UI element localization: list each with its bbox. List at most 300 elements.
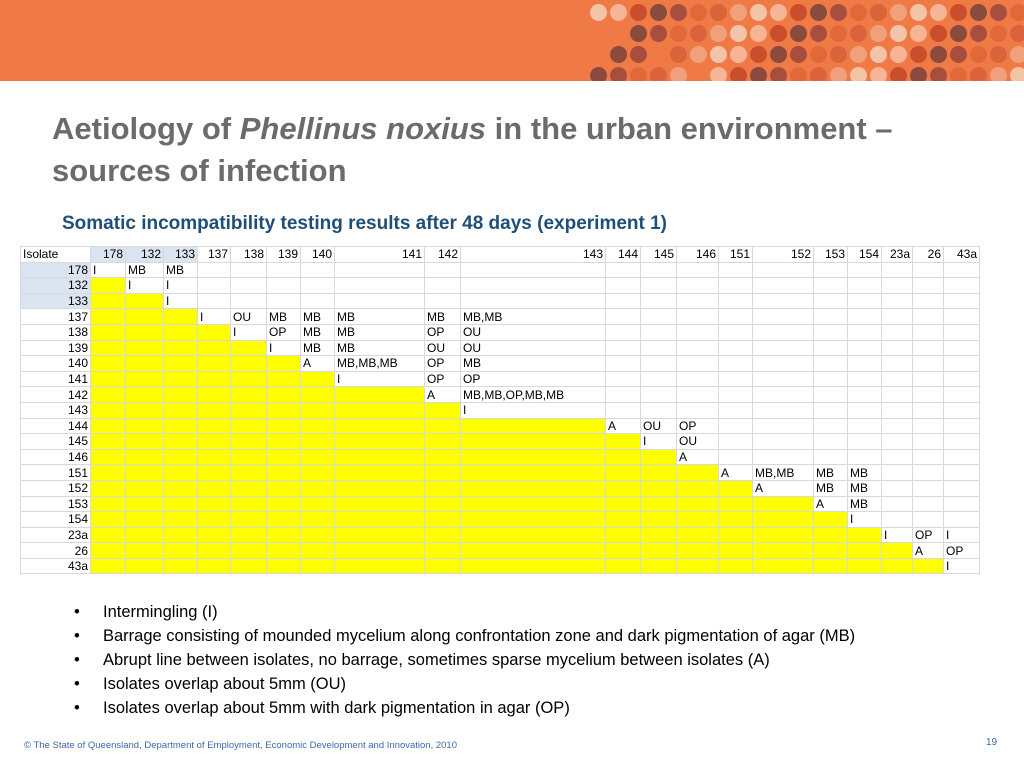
header-banner: [0, 0, 1024, 81]
column-header: 142: [425, 247, 461, 263]
legend-item: • Isolates overlap about 5mm (OU): [70, 672, 970, 696]
table-cell: MB: [267, 309, 301, 325]
table-cell: [126, 418, 164, 434]
table-cell: [267, 371, 301, 387]
table-cell: [753, 356, 814, 372]
table-cell: [126, 496, 164, 512]
table-cell: I: [164, 278, 198, 294]
table-cell: [944, 418, 980, 434]
footer-copyright: © The State of Queensland, Department of Employment, Economic Development and Innovation, 2010: [24, 740, 457, 751]
table-cell: I: [335, 371, 425, 387]
table-cell: [606, 558, 641, 574]
table-cell: [335, 527, 425, 543]
banner-dot: [770, 4, 787, 21]
table-cell: I: [944, 558, 980, 574]
banner-dot: [950, 4, 967, 21]
table-cell: [425, 543, 461, 559]
table-cell: [814, 278, 848, 294]
banner-dot: [890, 25, 907, 42]
banner-dot: [590, 4, 607, 21]
row-header: 23a: [21, 527, 91, 543]
table-cell: MB: [848, 480, 882, 496]
column-header: 146: [677, 247, 719, 263]
table-cell: MB: [814, 465, 848, 481]
table-row: [21, 262, 980, 278]
table-cell: [461, 496, 606, 512]
table-cell: [848, 434, 882, 450]
banner-dot: [670, 46, 687, 63]
table-cell: [719, 293, 753, 309]
legend-item: • Abrupt line between isolates, no barrage, sometimes sparse mycelium between isolates (A): [70, 648, 970, 672]
table-cell: OU: [231, 309, 267, 325]
table-cell: [425, 527, 461, 543]
table-cell: [913, 371, 944, 387]
table-cell: [91, 356, 126, 372]
table-cell: MB,MB,MB: [335, 356, 425, 372]
table-cell: [753, 340, 814, 356]
banner-dot: [890, 67, 907, 81]
table-cell: [677, 496, 719, 512]
table-cell: [913, 356, 944, 372]
table-cell: [126, 512, 164, 528]
table-cell: [301, 434, 335, 450]
table-cell: [164, 496, 198, 512]
table-cell: [677, 262, 719, 278]
table-cell: [606, 387, 641, 403]
table-cell: [882, 371, 913, 387]
banner-dot: [590, 67, 607, 81]
table-cell: [425, 480, 461, 496]
table-cell: [606, 496, 641, 512]
banner-dot: [810, 4, 827, 21]
table-cell: [719, 371, 753, 387]
banner-dot: [710, 67, 727, 81]
table-cell: MB: [301, 340, 335, 356]
table-cell: [301, 449, 335, 465]
table-cell: [126, 324, 164, 340]
table-cell: [164, 324, 198, 340]
table-cell: [677, 512, 719, 528]
table-cell: [231, 496, 267, 512]
table-cell: [198, 293, 231, 309]
table-cell: [91, 278, 126, 294]
row-header: 143: [21, 402, 91, 418]
table-cell: [848, 371, 882, 387]
table-cell: MB,MB: [753, 465, 814, 481]
banner-dot: [630, 67, 647, 81]
table-cell: [231, 402, 267, 418]
table-cell: I: [231, 324, 267, 340]
table-cell: [944, 465, 980, 481]
table-cell: MB: [848, 496, 882, 512]
table-cell: [913, 480, 944, 496]
table-cell: [719, 340, 753, 356]
table-cell: [753, 293, 814, 309]
table-cell: [848, 418, 882, 434]
table-cell: [267, 543, 301, 559]
table-cell: [913, 418, 944, 434]
table-cell: [913, 558, 944, 574]
table-cell: [848, 324, 882, 340]
table-cell: [641, 402, 677, 418]
column-header: 137: [198, 247, 231, 263]
table-cell: [944, 480, 980, 496]
table-cell: [198, 371, 231, 387]
table-cell: [461, 558, 606, 574]
table-row: [21, 340, 980, 356]
table-cell: [641, 512, 677, 528]
table-cell: [944, 496, 980, 512]
table-cell: [164, 527, 198, 543]
banner-dot: [1010, 67, 1024, 81]
table-cell: OU: [641, 418, 677, 434]
table-cell: [944, 512, 980, 528]
table-cell: [913, 465, 944, 481]
table-cell: OP: [425, 324, 461, 340]
table-cell: [944, 449, 980, 465]
table-cell: [719, 402, 753, 418]
table-cell: [882, 480, 913, 496]
table-cell: [719, 558, 753, 574]
table-cell: [461, 543, 606, 559]
table-corner-label: Isolate: [21, 247, 91, 263]
table-cell: [231, 449, 267, 465]
table-cell: [606, 324, 641, 340]
title-species: Phellinus noxius: [239, 111, 487, 146]
table-cell: [753, 434, 814, 450]
table-cell: [231, 465, 267, 481]
banner-dot: [870, 46, 887, 63]
table-cell: MB,MB: [461, 309, 606, 325]
table-cell: [913, 324, 944, 340]
table-cell: [198, 418, 231, 434]
table-cell: [882, 324, 913, 340]
table-cell: [641, 465, 677, 481]
table-cell: [944, 340, 980, 356]
table-cell: [848, 293, 882, 309]
table-cell: [425, 402, 461, 418]
banner-dot: [1010, 4, 1024, 21]
banner-dot: [790, 25, 807, 42]
banner-dot: [970, 67, 987, 81]
banner-dot: [630, 25, 647, 42]
table-cell: [335, 278, 425, 294]
table-cell: [164, 512, 198, 528]
banner-dot: [990, 67, 1007, 81]
table-cell: [848, 558, 882, 574]
table-cell: [606, 402, 641, 418]
table-row: [21, 543, 980, 559]
table-cell: [425, 512, 461, 528]
column-header: 23a: [882, 247, 913, 263]
table-cell: [882, 293, 913, 309]
table-cell: [335, 293, 425, 309]
table-cell: OP: [425, 371, 461, 387]
table-cell: OU: [677, 434, 719, 450]
table-cell: I: [198, 309, 231, 325]
table-cell: [301, 496, 335, 512]
table-cell: [198, 558, 231, 574]
table-cell: [606, 262, 641, 278]
table-cell: [198, 496, 231, 512]
table-cell: [231, 371, 267, 387]
table-cell: [848, 387, 882, 403]
table-cell: [91, 434, 126, 450]
table-cell: [91, 418, 126, 434]
table-cell: [198, 434, 231, 450]
table-cell: [882, 434, 913, 450]
table-cell: I: [882, 527, 913, 543]
table-cell: [164, 356, 198, 372]
table-cell: [882, 449, 913, 465]
table-cell: OU: [461, 340, 606, 356]
column-header: 132: [126, 247, 164, 263]
table-cell: [913, 262, 944, 278]
banner-dot: [830, 25, 847, 42]
table-cell: [231, 543, 267, 559]
table-cell: [335, 418, 425, 434]
table-cell: MB,MB,OP,MB,MB: [461, 387, 606, 403]
column-header: 140: [301, 247, 335, 263]
table-cell: MB: [335, 340, 425, 356]
table-cell: [335, 480, 425, 496]
table-cell: OP: [944, 543, 980, 559]
table-cell: A: [719, 465, 753, 481]
table-cell: [335, 543, 425, 559]
table-cell: [198, 480, 231, 496]
table-cell: [913, 293, 944, 309]
banner-dot: [850, 67, 867, 81]
table-cell: [164, 402, 198, 418]
table-cell: [677, 293, 719, 309]
banner-dot: [990, 25, 1007, 42]
table-cell: [164, 558, 198, 574]
table-row: [21, 418, 980, 434]
table-cell: [848, 402, 882, 418]
row-header: 133: [21, 293, 91, 309]
table-cell: [848, 527, 882, 543]
banner-dot: [950, 25, 967, 42]
table-cell: [753, 387, 814, 403]
table-cell: [753, 278, 814, 294]
table-cell: [267, 278, 301, 294]
table-cell: [91, 371, 126, 387]
table-cell: [882, 356, 913, 372]
table-cell: I: [641, 434, 677, 450]
results-table: [20, 246, 980, 574]
banner-dot: [1010, 46, 1024, 63]
table-cell: [677, 465, 719, 481]
table-cell: [267, 512, 301, 528]
banner-dot: [910, 46, 927, 63]
table-cell: [677, 387, 719, 403]
legend-item: • Barrage consisting of mounded mycelium along confrontation zone and dark pigmentation of agar (MB): [70, 624, 970, 648]
table-cell: [814, 293, 848, 309]
table-cell: [814, 371, 848, 387]
table-cell: [126, 465, 164, 481]
table-row: [21, 309, 980, 325]
banner-dot: [670, 4, 687, 21]
table-cell: [944, 293, 980, 309]
table-cell: [719, 262, 753, 278]
column-header: 151: [719, 247, 753, 263]
table-cell: [848, 356, 882, 372]
table-cell: [126, 309, 164, 325]
table-cell: [719, 309, 753, 325]
banner-dot: [730, 67, 747, 81]
banner-dot: [830, 67, 847, 81]
table-cell: I: [944, 527, 980, 543]
table-cell: [641, 293, 677, 309]
banner-dot: [650, 4, 667, 21]
column-header: 141: [335, 247, 425, 263]
table-cell: [301, 543, 335, 559]
table-cell: [267, 387, 301, 403]
row-header: 141: [21, 371, 91, 387]
column-header: 153: [814, 247, 848, 263]
table-cell: [882, 387, 913, 403]
table-cell: [882, 340, 913, 356]
banner-dot: [650, 25, 667, 42]
table-row: [21, 449, 980, 465]
table-cell: [267, 449, 301, 465]
table-cell: [944, 278, 980, 294]
banner-dot: [950, 46, 967, 63]
table-cell: MB: [126, 262, 164, 278]
table-cell: [126, 356, 164, 372]
table-header-row: [21, 247, 980, 263]
table-cell: [913, 309, 944, 325]
table-cell: [606, 434, 641, 450]
table-row: [21, 434, 980, 450]
table-cell: [425, 496, 461, 512]
table-cell: [641, 480, 677, 496]
table-cell: [267, 480, 301, 496]
table-cell: [126, 371, 164, 387]
table-cell: [335, 434, 425, 450]
table-cell: [301, 293, 335, 309]
table-row: [21, 387, 980, 403]
table-cell: [641, 387, 677, 403]
table-cell: MB: [164, 262, 198, 278]
row-header: 132: [21, 278, 91, 294]
table-cell: [267, 356, 301, 372]
column-header: 138: [231, 247, 267, 263]
table-cell: [606, 465, 641, 481]
table-cell: [848, 262, 882, 278]
banner-dot: [910, 67, 927, 81]
table-cell: [425, 449, 461, 465]
table-cell: [719, 449, 753, 465]
table-cell: [606, 278, 641, 294]
table-cell: [944, 356, 980, 372]
table-cell: [198, 449, 231, 465]
row-header: 151: [21, 465, 91, 481]
table-cell: [425, 558, 461, 574]
table-cell: [944, 371, 980, 387]
column-header: 133: [164, 247, 198, 263]
table-cell: [913, 496, 944, 512]
table-cell: [677, 278, 719, 294]
table-cell: [231, 293, 267, 309]
banner-dot: [890, 4, 907, 21]
table-cell: [231, 527, 267, 543]
table-cell: [848, 278, 882, 294]
table-cell: [882, 465, 913, 481]
table-cell: [267, 527, 301, 543]
banner-dot: [690, 46, 707, 63]
table-cell: [126, 543, 164, 559]
table-cell: [641, 278, 677, 294]
table-cell: [944, 262, 980, 278]
row-header: 137: [21, 309, 91, 325]
banner-dot: [810, 25, 827, 42]
table-cell: [301, 387, 335, 403]
table-cell: [461, 278, 606, 294]
slide-subtitle: Somatic incompatibility testing results after 48 days (experiment 1): [62, 213, 668, 234]
table-cell: OU: [461, 324, 606, 340]
row-header: 154: [21, 512, 91, 528]
banner-dot: [930, 46, 947, 63]
banner-dot: [670, 25, 687, 42]
table-cell: [91, 309, 126, 325]
table-cell: [231, 512, 267, 528]
table-cell: [198, 324, 231, 340]
table-cell: [719, 418, 753, 434]
table-cell: [753, 262, 814, 278]
table-cell: [719, 434, 753, 450]
table-cell: [461, 293, 606, 309]
table-cell: [719, 496, 753, 512]
table-cell: MB: [335, 324, 425, 340]
banner-dot: [830, 46, 847, 63]
table-cell: [814, 309, 848, 325]
table-cell: OP: [677, 418, 719, 434]
table-cell: I: [461, 402, 606, 418]
row-header: 152: [21, 480, 91, 496]
table-cell: MB: [301, 309, 335, 325]
table-cell: [425, 418, 461, 434]
table-cell: [198, 356, 231, 372]
table-cell: [913, 278, 944, 294]
table-cell: [677, 356, 719, 372]
table-cell: [231, 387, 267, 403]
banner-dot: [870, 25, 887, 42]
banner-dot: [870, 67, 887, 81]
banner-dot: [930, 4, 947, 21]
table-cell: [814, 340, 848, 356]
table-cell: A: [425, 387, 461, 403]
banner-dot: [690, 25, 707, 42]
table-cell: [753, 309, 814, 325]
table-cell: A: [301, 356, 335, 372]
table-cell: [335, 465, 425, 481]
table-row: [21, 527, 980, 543]
row-header: 140: [21, 356, 91, 372]
table-cell: [198, 527, 231, 543]
row-header: 142: [21, 387, 91, 403]
banner-dot: [730, 4, 747, 21]
table-cell: [301, 402, 335, 418]
table-cell: [753, 512, 814, 528]
table-cell: [461, 512, 606, 528]
table-cell: [677, 402, 719, 418]
table-cell: [461, 418, 606, 434]
table-cell: A: [606, 418, 641, 434]
banner-dot: [910, 25, 927, 42]
table-cell: [677, 543, 719, 559]
table-cell: [677, 558, 719, 574]
